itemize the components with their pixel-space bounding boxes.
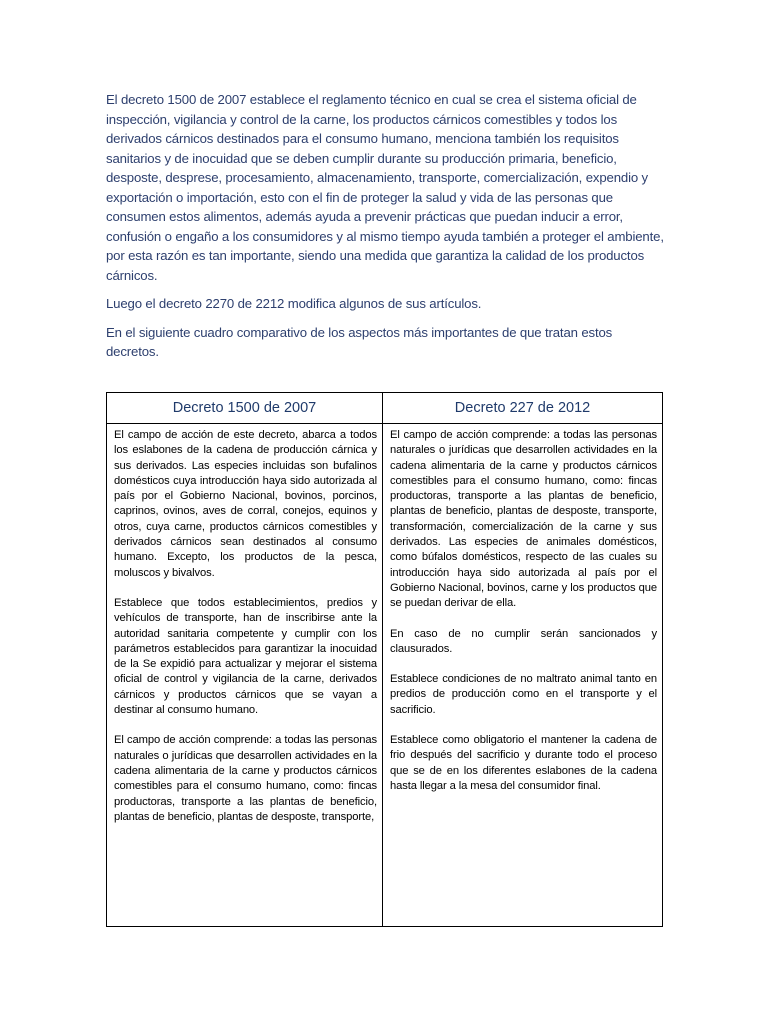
table-header-row [107,393,663,424]
column-decreto-227 [383,424,663,927]
right-paragraph: En caso de no cumplir serán sancionados y clausurados. [390,627,657,655]
left-paragraph: Establece que todos establecimientos, predios y vehículos de transporte, han de inscribirse ante la autoridad sanitaria competente y cumplir con los parámetros establecidos para garantizar la inocuidad de la Se expidió para actualizar y mejorar el sistema oficial de control y vigilancia de la carne, derivados cárnicos y productos cárnicos que se vayan a destinar al consumo humano. [114,596,377,717]
left-paragraph: El campo de acción de este decreto, abarca a todos los eslabones de la cadena de producción cárnica y sus derivados. Las especies incluidas son bufalinos domésticos cuya introducción haya sido autorizada al país por el Gobierno Nacional, bovinos, porcinos, caprinos, ovinos, aves de corral, conejos, equinos y otros, cuya carne, productos cárnicos comestibles y derivados cárnicos sean destinados al consumo humano. Excepto, los productos de la pesca, moluscos y bivalvos. [114,429,377,579]
table-body-row [107,424,663,927]
comparison-table [106,392,663,927]
intro-paragraph-1: El decreto 1500 de 2007 establece el reglamento técnico en cual se crea el sistema oficial de inspección, vigilancia y control de la carne, los productos cárnicos comestibles y todos los derivados cárnicos destinados para el consumo humano, menciona también los requisitos sanitarios y de inocuidad que se deben cumplir durante su producción primaria, beneficio, desposte, desprese, procesamiento, almacenamiento, transporte, comercialización, expendio y exportación o importación, esto con el fin de proteger la salud y vida de las personas que consumen estos alimentos, además ayuda a prevenir prácticas que puedan inducir a error, confusión o engaño a los consumidores y al mismo tiempo ayuda también a proteger el ambiente, por esta razón es tan importante, siendo una medida que garantiza la calidad de los productos cárnicos. [106,92,664,283]
right-paragraph: Establece como obligatorio el mantener la cadena de frio después del sacrificio y durante todo el proceso que se de en los diferentes eslabones de la cadena hasta llegar a la mesa del consumidor final. [390,734,657,792]
left-paragraph: El campo de acción comprende: a todas las personas naturales o jurídicas que desarrollen actividades en la cadena alimentaria de la carne y productos cárnicos comestibles para el consumo humano, como: fincas productoras, transporte a las plantas de beneficio, plantas de beneficio, plantas de desposte, transporte, [114,734,377,823]
intro-paragraph-2: Luego el decreto 2270 de 2212 modifica algunos de sus artículos. [106,296,482,311]
intro-text [106,90,666,371]
right-paragraph: Establece condiciones de no maltrato animal tanto en predios de producción como en el transporte y el sacrificio. [390,673,657,716]
header-decreto-227: Decreto 227 de 2012 [383,393,663,424]
right-paragraph: El campo de acción comprende: a todas las personas naturales o jurídicas que desarrollen actividades en la cadena alimentaria de la carne y productos cárnicos comestibles para el consumo humano, como: fincas productoras, transporte a las plantas de beneficio, plantas de beneficio, plantas de desposte, transporte, transformación, comercialización de la carne y sus derivados. Las especies de animales domésticos, como búfalos domésticos, respecto de las cuales su introducción haya sido autorizada al país por el Gobierno Nacional, bovinos, carne y los productos que se puedan derivar de ella. [390,429,657,610]
intro-paragraph-3: En el siguiente cuadro comparativo de los aspectos más importantes de que tratan estos decretos. [106,324,613,359]
header-decreto-1500: Decreto 1500 de 2007 [107,393,383,424]
column-decreto-1500 [107,424,383,927]
